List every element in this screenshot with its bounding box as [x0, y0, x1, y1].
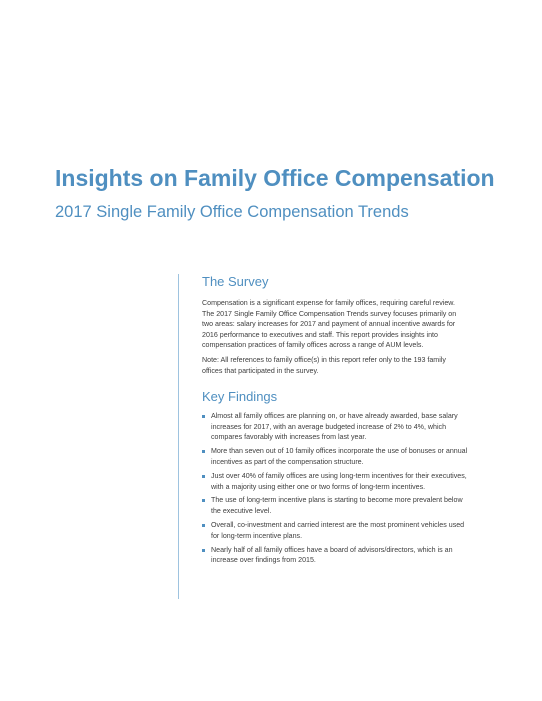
- finding-item: [202, 471, 468, 492]
- survey-paragraph: Compensation is a significant expense for family offices, requiring careful review. The 2017 Single Family Office Compensation Trends survey focuses primarily on two areas: salary increases for 2017 and payment of annual incentive awards for 2016 performance to executives and staff. This report provides insights into compensation practices of family offices across a range of AUM levels.: [202, 299, 457, 350]
- survey-note: Note: All references to family office(s) in this report refer only to the 193 family offices that participated in the survey.: [202, 355, 446, 375]
- bullet-icon: [202, 450, 205, 453]
- survey-heading: The Survey: [202, 274, 269, 289]
- finding-item: [202, 545, 468, 566]
- key-findings-heading: Key Findings: [202, 389, 278, 405]
- bullet-icon: [202, 549, 205, 552]
- page-title: Insights on Family Office Compensation: [55, 165, 495, 191]
- page-subtitle: 2017 Single Family Office Compensation Trends: [55, 203, 409, 221]
- bullet-icon: [202, 524, 205, 527]
- bullet-icon: [202, 475, 205, 478]
- bullet-icon: [202, 499, 205, 502]
- finding-text: Nearly half of all family offices have a board of advisors/directors, which is an increase over findings from 2015.: [211, 545, 453, 565]
- key-findings-list: [202, 411, 468, 566]
- finding-item: [202, 446, 468, 467]
- finding-text: The use of long-term incentive plans is starting to become more prevalent below the executive level.: [211, 496, 463, 516]
- finding-item: [202, 495, 468, 516]
- finding-text: Just over 40% of family offices are using long-term incentives for their executives, with a majority using either one or two forms of long-term incentives.: [211, 471, 467, 491]
- bullet-icon: [202, 415, 205, 418]
- finding-text: Almost all family offices are planning on, or have already awarded, base salary increases for 2017, with an average budgeted increase of 2% to 4%, which compares favorably with increases from last year.: [211, 412, 458, 442]
- finding-item: [202, 411, 468, 443]
- finding-item: [202, 520, 468, 541]
- content-column: [178, 274, 468, 599]
- finding-text: More than seven out of 10 family offices incorporate the use of bonuses or annual incentives as part of the compensation structure.: [211, 447, 468, 466]
- finding-text: Overall, co-investment and carried interest are the most prominent vehicles used for long-term incentive plans.: [211, 521, 465, 540]
